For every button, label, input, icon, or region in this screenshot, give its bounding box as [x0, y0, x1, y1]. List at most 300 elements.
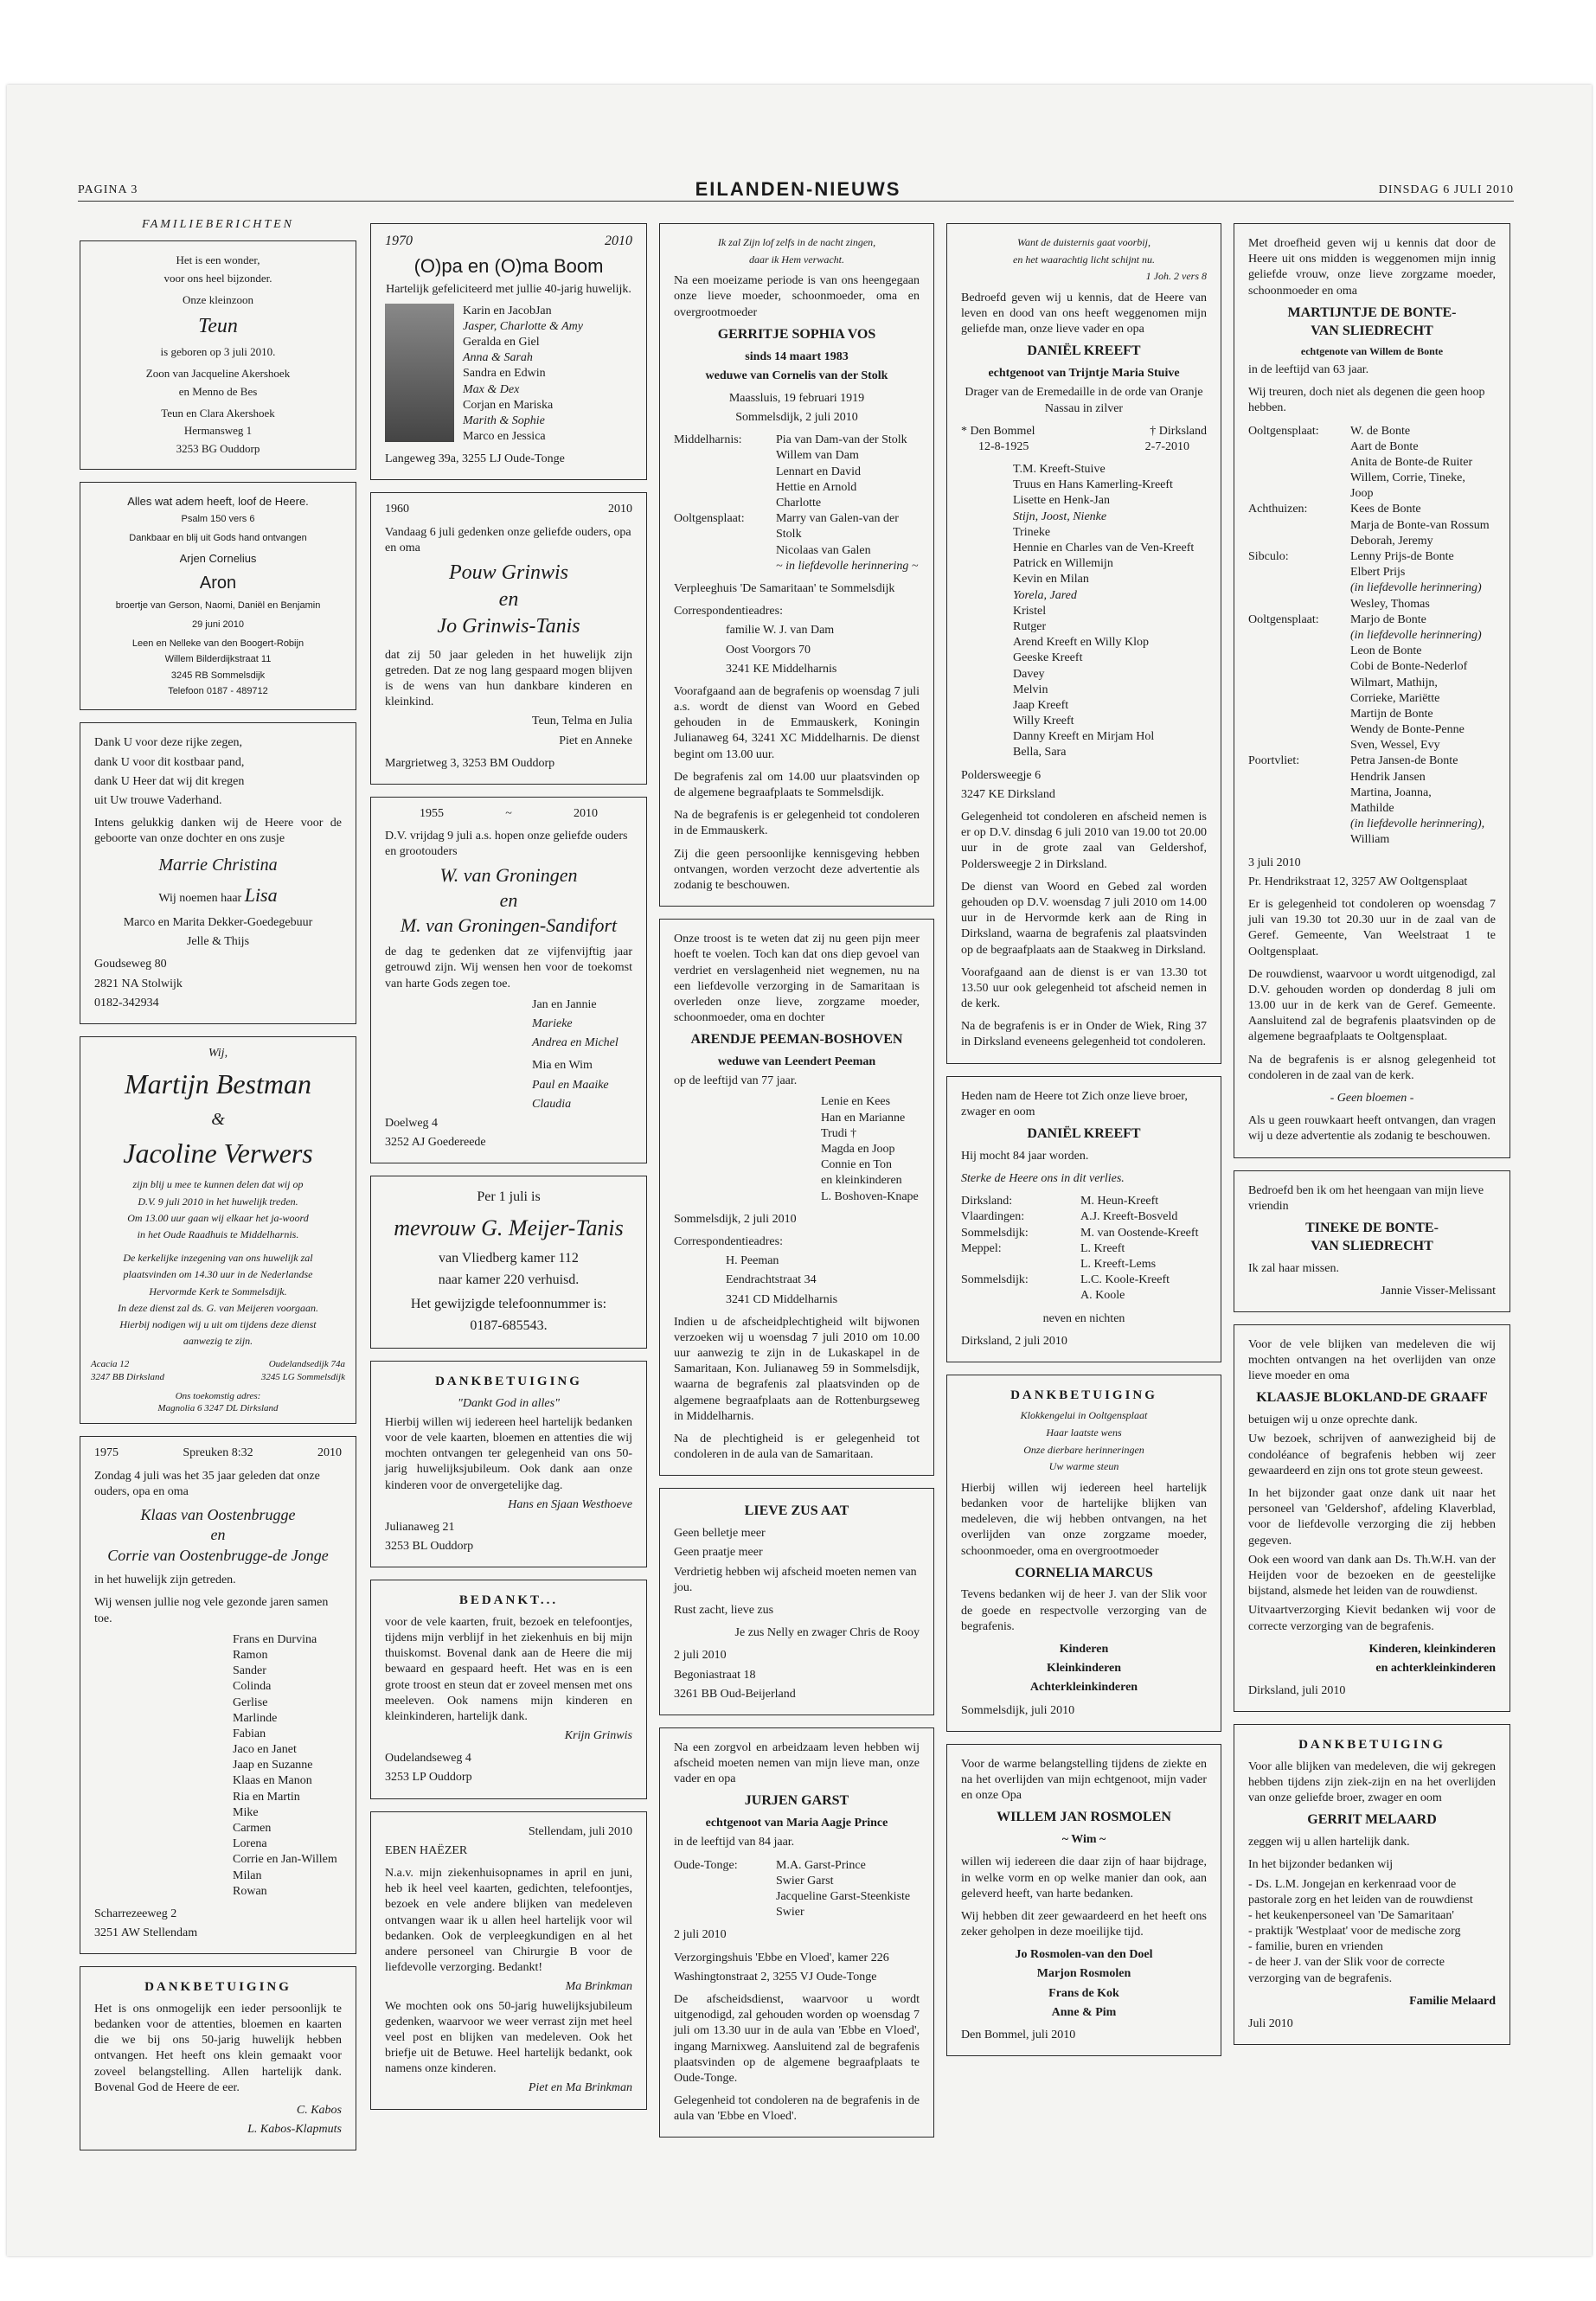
- text: 3253 BG Ouddorp: [176, 442, 260, 456]
- text: voor ons heel bijzonder.: [163, 271, 272, 285]
- text: De afscheidsdienst, waarvoor u wordt uitgenodigd, zal gehouden worden op woensdag 7 juli om 13.30 uur in de aula van 'Ebbe en Vloed', ingang Marnixweg. Aansluitend zal de begrafenis plaatsvinden op de algemene begraafplaats te Oude-Tonge.: [674, 1992, 920, 2085]
- text: Bedroefd ben ik om het heengaan van mijn lieve vriendin: [1248, 1183, 1484, 1213]
- text: is geboren op 3 juli 2010.: [160, 344, 276, 358]
- text: Ons toekomstig adres:: [175, 1390, 261, 1401]
- text: Rust zacht, lieve zus: [674, 1603, 774, 1617]
- place-label: [674, 1874, 769, 1889]
- birth-date: 12-8-1925: [978, 439, 1029, 453]
- text: en Menno de Bes: [178, 384, 258, 398]
- groom-name: Martijn Bestman: [125, 1068, 311, 1100]
- text: Margrietweg 3, 3253 BM Ouddorp: [385, 756, 555, 770]
- place-label: [1248, 738, 1343, 753]
- text: De kerkelijke inzegening van ons huwelijk zal: [123, 1252, 313, 1265]
- signature: Hans en Sjaan Westhoeve: [508, 1497, 632, 1511]
- text: Indien u de afscheidplechtigheid wilt bijwonen verzoeken wij u woensdag 7 juli 2010 om 10.00 uur aanwezig te zijn in de Lukaskapel in de Samaritaan, Kon. Julianaweg 59 in Sommelsdijk, waarna de begrafenis zal plaatsvinden op de algemene begraafplaats aan de Rottenburgseweg in Middelharnis.: [674, 1315, 920, 1423]
- text: Wij treuren, doch niet als degenen die geen hoop hebben.: [1248, 386, 1485, 415]
- text: &: [211, 1109, 225, 1129]
- text: Begoniastraat 18: [674, 1668, 756, 1682]
- issue-date: DINSDAG 6 JULI 2010: [1378, 183, 1514, 196]
- family-member: M.A. Garst-Prince: [776, 1858, 866, 1872]
- ad-boom: [370, 223, 647, 480]
- text: voor de vele kaarten, fruit, bezoek en telefoontjes, tijdens mijn verblijf in het ziekenhuis en bij mijn thuiskomst. Bovenal dank aan de Heere die mij bewaard en gespaard heeft. Het was en is een grote troost en steun dat er zoveel mensen met ons meeleven. Ook namens mijn kinderen en kleinkinderen, hartelijk dank.: [385, 1615, 632, 1723]
- text: Oost Voorgors 70: [726, 643, 811, 657]
- text: Gelegenheid tot condoleren na de begrafenis in de aula van 'Ebbe en Vloed'.: [674, 2094, 920, 2124]
- place-label: [674, 465, 769, 480]
- text: weduwe van Cornelis van der Stolk: [705, 369, 888, 382]
- ad-kreeft: [946, 223, 1221, 1064]
- signature: Achterkleinkinderen: [1029, 1681, 1138, 1695]
- list-item: Jaap en Suzanne: [233, 1759, 313, 1772]
- death: † Dirksland: [1150, 424, 1207, 438]
- text: dank U voor dit kostbaar pand,: [94, 755, 245, 769]
- list-item: Trineke: [1013, 525, 1051, 539]
- family-member: Hettie en Arnold: [776, 480, 857, 494]
- column-5: [1234, 223, 1510, 2057]
- list-item: Patrick en Willemijn: [1013, 557, 1113, 571]
- names-list: [821, 1094, 920, 1204]
- list-item: Jasper, Charlotte & Amy: [463, 319, 583, 333]
- family-member: A. Koole: [1080, 1289, 1125, 1303]
- signature: Anne & Pim: [1051, 2005, 1117, 2019]
- ad-oostenbrugge: [80, 1436, 356, 1954]
- text: Geen belletje meer: [674, 1527, 766, 1541]
- list-item: - praktijk 'Westplaat' voor de medische zorg: [1248, 1925, 1461, 1939]
- family-member: Swier Garst: [776, 1874, 834, 1888]
- deceased-name: ARENDJE PEEMAN-BOSHOVEN: [690, 1032, 903, 1048]
- text: Juli 2010: [1248, 2017, 1293, 2030]
- newspaper-logo: EILANDEN-NIEUWS: [695, 178, 901, 200]
- quote: 1 Joh. 2 vers 8: [1145, 270, 1207, 283]
- place-label: [1248, 770, 1343, 785]
- list-item: Geralda en Giel: [463, 335, 540, 349]
- text: Hierbij willen wij iedereen heel hartelijk bedanken voor de hartelijke blijken van medeleven, die wij hebben ontvangen, na het overlijden van onze zorgzame moeder, schoonmoeder, oma en overgrootmoeder: [961, 1481, 1207, 1558]
- text: 0182-342934: [94, 996, 159, 1009]
- list-item: Anna & Sarah: [463, 351, 533, 365]
- text: Er is gelegenheid tot condoleren op woensdag 7 juli van 19.30 tot 20.30 uur in de zaal van de Geref. Gemeente, Van Weelstraat 1 te Ooltgensplaat.: [1248, 897, 1496, 958]
- text: Doelweg 4: [385, 1116, 439, 1130]
- text: 3253 BL Ouddorp: [385, 1540, 474, 1554]
- quote: Ik zal Zijn lof zelfs in de nacht zingen,: [717, 236, 876, 248]
- list-item: Jaco en Janet: [233, 1743, 297, 1757]
- text: Dirksland, juli 2010: [1248, 1684, 1346, 1698]
- list-item: Davey: [1013, 667, 1045, 681]
- place-label: [1248, 707, 1343, 722]
- place-label: [961, 1288, 1074, 1304]
- list-item: Hennie en Charles van de Ven-Kreeft: [1013, 542, 1195, 555]
- page-number: PAGINA 3: [78, 183, 138, 196]
- text: Wij hebben dit zeer gewaardeerd en het heeft ons zeker geholpen in deze moeilijke tijd.: [961, 1909, 1207, 1939]
- ad-title: LIEVE ZUS AAT: [744, 1503, 849, 1519]
- quote: daar ik Hem verwacht.: [749, 253, 844, 266]
- text: Verdrietig hebben wij afscheid moeten nemen van jou.: [674, 1565, 917, 1594]
- family-member: (in liefdevolle herinnering),: [1350, 817, 1485, 831]
- text: Uw warme steun: [1048, 1460, 1119, 1473]
- deceased-name: GERRIT MELAARD: [1307, 1812, 1437, 1828]
- text: Tevens bedanken wij de heer J. van der Slik voor de goede en respectvolle verzorging van de begrafenis.: [961, 1588, 1207, 1633]
- text: In het bijzonder gaat onze dank uit naar het personeel van 'Geldershof', afdeling Klaverblad, voor de liefdevolle verzorging die zij hebben gegeven.: [1248, 1487, 1496, 1548]
- text: ~: [505, 806, 512, 820]
- column-3: [659, 223, 934, 2150]
- place-label: [961, 1257, 1074, 1272]
- ad-grinwis-thanks: [370, 1580, 647, 1798]
- family-member: Martina, Joanna,: [1350, 785, 1432, 799]
- place-label: [674, 448, 769, 464]
- text: in het huwelijk zijn getreden.: [94, 1574, 236, 1587]
- ad-title: BEDANKT...: [458, 1593, 559, 1608]
- list-item: Ramon: [233, 1648, 268, 1662]
- text: Pr. Hendrikstraat 12, 3257 AW Ooltgensplaat: [1248, 875, 1468, 888]
- ad-bonte: [1234, 223, 1510, 1158]
- place-label: [1248, 518, 1343, 534]
- text: Onze dierbare herinneringen: [1023, 1443, 1144, 1456]
- text: Wij noemen haar: [158, 892, 242, 906]
- family-member: Wendy de Bonte-Penne: [1350, 723, 1465, 737]
- place-label: Poortvliet:: [1248, 754, 1300, 768]
- text: betuigen wij u onze oprechte dank.: [1248, 1413, 1418, 1427]
- names-list: [1013, 462, 1207, 761]
- ad-bonte-friend: [1234, 1170, 1510, 1312]
- text: Marco en Marita Dekker-Goedegebuur: [123, 916, 313, 930]
- family-member: ~ in liefdevolle herinnering ~: [776, 559, 919, 573]
- family-list: [674, 1858, 920, 1921]
- signature: Marjon Rosmolen: [1036, 1967, 1131, 1981]
- signature: Piet en Ma Brinkman: [528, 2081, 632, 2095]
- family-member: Leon de Bonte: [1350, 644, 1422, 658]
- text: 3245 RB Sommelsdijk: [170, 670, 266, 681]
- deceased-name: GERRITJE SOPHIA VOS: [717, 326, 876, 342]
- text: familie W. J. van Dam: [726, 624, 835, 638]
- text: Mia en Wim: [532, 1059, 593, 1073]
- ad-westhoeve: [370, 1361, 647, 1567]
- signature: Je zus Nelly en zwager Chris de Rooy: [734, 1626, 920, 1640]
- text: 3241 KE Middelharnis: [726, 662, 837, 676]
- place-label: [1248, 644, 1343, 659]
- list-item: Bella, Sara: [1013, 746, 1067, 760]
- text: plaatsvinden om 14.30 uur in de Nederlandse: [123, 1268, 313, 1281]
- list-item: Melvin: [1013, 683, 1048, 696]
- text: Acacia 12: [91, 1359, 130, 1370]
- ad-marrie: [80, 722, 356, 1024]
- ad-rosmolen: [946, 1744, 1221, 2056]
- family-member: L.C. Koole-Kreeft: [1080, 1273, 1170, 1287]
- place-label: [674, 1905, 769, 1920]
- text: Paul en Maaike: [532, 1078, 609, 1092]
- deceased-name: CORNELIA MARCUS: [1015, 1565, 1153, 1580]
- family-member: Kees de Bonte: [1350, 503, 1421, 516]
- text: Teun en Clara Akershoek: [161, 406, 275, 420]
- text: Jelle & Thijs: [186, 935, 250, 949]
- family-member: Jacqueline Garst-Steenkiste: [776, 1890, 911, 1903]
- year: 1955: [420, 806, 444, 820]
- text: Klokkengelui in Ooltgensplaat: [1020, 1409, 1148, 1422]
- text: Telefoon 0187 - 489712: [168, 686, 268, 697]
- text: in de leeftijd van 63 jaar.: [1248, 362, 1369, 376]
- text: Correspondentieadres:: [674, 1234, 783, 1248]
- baby-name: Teun: [198, 314, 238, 337]
- list-item: Karin en JacobJan: [463, 304, 552, 317]
- family-member: Marjo de Bonte: [1350, 612, 1426, 626]
- deceased-name: DANIËL KREEFT: [1027, 1126, 1141, 1142]
- text: Wij,: [208, 1047, 228, 1061]
- text: "Dankt God in alles": [458, 1396, 560, 1410]
- text: Uw bezoek, schrijven of aanwezigheid bij de condoléance of begrafenis hebben wij zeer gewaardeerd en zijn ons tot grote steun geweest.: [1248, 1433, 1496, 1477]
- list-item: Stijn, Joost, Nienke: [1013, 510, 1107, 523]
- year: 1960: [385, 503, 409, 516]
- list-item: Lorena: [233, 1837, 267, 1851]
- text: Dank U voor deze rijke zegen,: [94, 736, 243, 750]
- place-label: [1248, 691, 1343, 707]
- text: neven en nichten: [1042, 1311, 1125, 1325]
- deceased-name: DANIËL KREEFT: [1027, 343, 1141, 359]
- text: Hervormde Kerk te Sommelsdijk.: [149, 1285, 287, 1298]
- text: zijn blij u mee te kunnen delen dat wij op: [132, 1178, 304, 1191]
- family-member: (in liefdevolle herinnering): [1350, 628, 1482, 642]
- baby-nickname: Lisa: [244, 884, 278, 907]
- ad-melaard: [1234, 1724, 1510, 2045]
- family-member: Joop: [1350, 487, 1374, 501]
- ad-vos: [659, 223, 934, 907]
- place-label: [1248, 785, 1343, 801]
- family-member: Lenny Prijs-de Bonte: [1350, 550, 1454, 563]
- family-member: (in liefdevolle herinnering): [1350, 581, 1482, 595]
- family-member: Charlotte: [776, 497, 822, 510]
- deceased-name: JURJEN GARST: [744, 1793, 849, 1809]
- list-item: Sandra en Edwin: [463, 367, 546, 381]
- text: Zij die geen persoonlijke kennisgeving hebben ontvangen, worden verzocht deze advertentie als zodanig te beschouwen.: [674, 847, 920, 892]
- list-item: - de heer J. van der Slik voor de correcte verzorging van de begrafenis.: [1248, 1956, 1445, 1985]
- year: 1975: [94, 1446, 119, 1460]
- text: Drager van de Eremedaille in de orde van Oranje Nassau in zilver: [965, 386, 1203, 415]
- signature: C. Kabos: [296, 2103, 342, 2117]
- text: Voorafgaand aan de dienst is er van 13.30 tot 13.50 uur ook gelegenheid tot afscheid nemen in de kerk.: [961, 965, 1207, 1011]
- list-item: - Ds. L.M. Jongejan en kerkenraad voor de pastorale zorg en het leiden van de rouwdienst: [1248, 1877, 1473, 1907]
- text: Sommelsdijk, 2 juli 2010: [735, 411, 858, 425]
- deceased-name: MARTIJNTJE DE BONTE-: [1287, 304, 1457, 320]
- place-label: Vlaardingen:: [961, 1210, 1025, 1224]
- place-label: [674, 559, 769, 574]
- list-item: L. Boshoven-Knape: [821, 1189, 919, 1203]
- list-item: Willy Kreeft: [1013, 715, 1074, 728]
- family-member: Cobi de Bonte-Nederlof: [1350, 660, 1468, 674]
- place-label: [1248, 597, 1343, 612]
- text: Zondag 4 juli was het 35 jaar geleden dat onze ouders, opa en oma: [94, 1469, 320, 1498]
- text: Magnolia 6 3247 DL Dirksland: [157, 1403, 279, 1414]
- text: 3247 BB Dirksland: [91, 1371, 164, 1382]
- family-member: Petra Jansen-de Bonte: [1350, 754, 1458, 768]
- family-member: Nicolaas van Galen: [776, 543, 871, 557]
- text: Ook een woord van dank aan Ds. Th.W.H. van der Heijden voor de bezoeken en de geestelijke bijstand, alsmede het leiden van de rouwdienst.: [1248, 1553, 1496, 1599]
- quote: en het waarachtig licht schijnt nu.: [1013, 253, 1155, 266]
- text: Scharrezeeweg 2: [94, 1907, 177, 1920]
- ad-grinwis: [370, 492, 647, 784]
- place-label: [1248, 676, 1343, 691]
- ad-kreeft-2: [946, 1076, 1221, 1362]
- ad-title: DANKBETUIGING: [144, 1980, 292, 1995]
- names-list: [233, 1632, 342, 1900]
- family-member: Elbert Prijs: [1350, 566, 1406, 580]
- place-label: [1248, 580, 1343, 596]
- ad-blokland: [1234, 1324, 1510, 1712]
- quote: Want de duisternis gaat voorbij,: [1017, 236, 1151, 248]
- text: Vandaag 6 juli gedenken onze geliefde ouders, opa en oma: [385, 525, 631, 554]
- list-item: Carmen: [233, 1822, 272, 1835]
- ad-marcus: [946, 1375, 1221, 1732]
- text: Voor de warme belangstelling tijdens de ziekte en na het overlijden van mijn echtgenoot, mijn vader en onze Opa: [961, 1757, 1207, 1803]
- list-item: Mike: [233, 1805, 259, 1819]
- list-item: Han en Marianne: [821, 1111, 906, 1125]
- signature: en achterkleinkinderen: [1375, 1661, 1496, 1675]
- list-item: Klaas en Manon: [233, 1774, 312, 1788]
- text: Na de begrafenis is er in Onder de Wiek, Ring 37 in Dirksland eveneens gelegenheid tot condoleren.: [961, 1020, 1207, 1049]
- text: en: [499, 889, 518, 912]
- text: willen wij iedereen die daar zijn of haar bijdrage, in welke vorm en op welke manier dan ook, aan geleverd heeft, van harte bedanken.: [961, 1856, 1207, 1900]
- list-item: Corjan en Mariska: [463, 398, 554, 412]
- text: van Vliedberg kamer 112: [439, 1250, 579, 1266]
- text: Onze troost is te weten dat zij nu geen pijn meer hoeft te voelen. Toch kan dat ons diep gevoel van verdriet en verslagenheid niet wegnemen, nu na een liefdevolle verzorging in de Samaritaan is overleden onze lieve, zorgzame moeder, schoonmoeder, oma en dochter: [674, 933, 920, 1025]
- ad-meijer: [370, 1176, 647, 1349]
- text: 3261 BB Oud-Beijerland: [674, 1687, 796, 1701]
- list-item: Truus en Hans Kamerling-Kreeft: [1013, 478, 1173, 492]
- list-item: - familie, buren en vrienden: [1248, 1940, 1383, 1954]
- list-item: Geeske Kreeft: [1013, 651, 1083, 665]
- wife-name: M. van Groningen-Sandifort: [400, 913, 618, 936]
- list-item: Yorela, Jared: [1013, 588, 1077, 602]
- family-member: Marja de Bonte-van Rossum: [1350, 518, 1490, 532]
- list-item: Connie en Ton: [821, 1158, 892, 1172]
- text: Na de begrafenis is er alsnog gelegenheid tot condoleren in de zaal van de kerk.: [1248, 1053, 1496, 1082]
- ad-peeman: [659, 919, 934, 1476]
- text: dat zij 50 jaar geleden in het huwelijk zijn getreden. Dat ze nog lang gespaard mogen blijven is de wens van hun dankbare kinderen en kleinkind.: [385, 648, 632, 709]
- list-item: Lenie en Kees: [821, 1095, 891, 1109]
- list-item: Lisette en Henk-Jan: [1013, 494, 1110, 508]
- family-member: Willem, Corrie, Tineke,: [1350, 471, 1465, 485]
- text: In het bijzonder bedanken wij: [1248, 1858, 1394, 1872]
- list-item: Kevin en Milan: [1013, 573, 1089, 586]
- baby-name: Aron: [199, 573, 237, 593]
- text: 2 juli 2010: [674, 1928, 727, 1942]
- signature: Ma Brinkman: [565, 1980, 632, 1994]
- text: en: [498, 588, 519, 612]
- family-member: Corrieke, Mariëtte: [1350, 691, 1440, 705]
- family-member: Pia van Dam-van der Stolk: [776, 433, 907, 447]
- text: Om 13.00 uur gaan wij elkaar het ja-woord: [127, 1211, 309, 1224]
- signature: Kleinkinderen: [1046, 1662, 1122, 1676]
- text: Den Bommel, juli 2010: [961, 2029, 1076, 2042]
- ad-title: (O)pa en (O)ma Boom: [413, 254, 604, 277]
- ad-bestman: [80, 1036, 356, 1424]
- place-label: [1248, 801, 1343, 817]
- text: Goudseweg 80: [94, 958, 167, 971]
- column-1: [80, 211, 356, 2163]
- text: Washingtonstraat 2, 3255 VJ Oude-Tonge: [674, 1970, 877, 1984]
- text: Na een zorgvol en arbeidzaam leven hebben wij afscheid moeten nemen van mijn lieve man, onze vader en opa: [674, 1740, 920, 1786]
- text: De dienst van Woord en Gebed zal worden gehouden op D.V. woensdag 7 juli 2010 om 14.00 uur in de Hervormde kerk aan de Ring in Dirksland, waarna de begrafenis zal plaatsvinden op de begraafplaats aan de Staakweg in Dirksland.: [961, 880, 1207, 957]
- text: Eendrachtstraat 34: [726, 1273, 817, 1287]
- column-2: [370, 223, 647, 2122]
- list-item: Danny Kreeft en Mirjam Hol: [1013, 730, 1155, 744]
- husband-name: W. van Groningen: [439, 864, 578, 887]
- ad-brinkman: [370, 1811, 647, 2110]
- year: 2010: [608, 503, 632, 516]
- family-member: Aart de Bonte: [1350, 439, 1419, 453]
- text: en: [210, 1526, 226, 1544]
- signature: Jo Rosmolen-van den Doel: [1015, 1948, 1153, 1962]
- deceased-name: WILLEM JAN ROSMOLEN: [997, 1810, 1171, 1825]
- family-member: Sven, Wessel, Evy: [1350, 739, 1440, 753]
- list-item: Gerlise: [233, 1695, 268, 1709]
- place-label: [1248, 628, 1343, 644]
- bride-name: Jacoline Verwers: [123, 1137, 313, 1169]
- text: echtgenoot van Maria Aagje Prince: [705, 1817, 888, 1830]
- text: Sterke de Heere ons in dit verlies.: [961, 1172, 1125, 1185]
- family-list: [961, 1194, 1207, 1304]
- place-label: [1248, 817, 1343, 832]
- text: Voor alle blijken van medeleven, die wij gekregen hebben tijdens zijn ziek-zijn en na het overlijden van onze geliefde broer, zwager en oom: [1248, 1759, 1496, 1805]
- text: Stellendam, juli 2010: [528, 1824, 632, 1838]
- text: Hij mocht 84 jaar worden.: [961, 1149, 1089, 1163]
- year: 1970: [385, 234, 413, 248]
- place-label: Sibculo:: [1248, 550, 1289, 563]
- place-label: Oude-Tonge:: [674, 1858, 738, 1872]
- text: 0187-685543.: [470, 1318, 548, 1334]
- text: Bedroefd geven wij u kennis, dat de Heere van leven en dood van ons heeft weggenomen mijn geliefde man, onze lieve vader en opa: [961, 291, 1207, 336]
- death-date: 2-7-2010: [1144, 439, 1189, 453]
- text: ~ Wim ~: [1061, 1833, 1106, 1847]
- text: dank U Heer dat wij dit kregen: [94, 774, 245, 788]
- text: Sommelsdijk, 2 juli 2010: [674, 1212, 797, 1226]
- couple-photo: [385, 304, 454, 442]
- signature: Teun, Telma en Julia: [532, 715, 632, 728]
- list-item: T.M. Kreeft-Stuive: [1013, 463, 1106, 477]
- place-label: Sommelsdijk:: [961, 1273, 1029, 1287]
- family-list: [1248, 424, 1496, 849]
- text: Claudia: [532, 1097, 572, 1111]
- place-label: [674, 1889, 769, 1905]
- signature: Piet en Anneke: [559, 734, 632, 747]
- year: 2010: [573, 806, 598, 820]
- family-member: Marry van Galen-van der Stolk: [776, 512, 899, 542]
- year: 2010: [317, 1446, 342, 1460]
- text: H. Peeman: [726, 1254, 779, 1268]
- place-label: [674, 480, 769, 496]
- signature: Krijn Grinwis: [564, 1729, 632, 1743]
- family-member: Anita de Bonte-de Ruiter: [1350, 455, 1473, 469]
- text: De begrafenis zal om 14.00 uur plaatsvinden op de algemene begraafplaats te Sommelsdijk.: [674, 770, 920, 800]
- text: Geen praatje meer: [674, 1546, 763, 1560]
- list-item: Marith & Sophie: [463, 413, 545, 427]
- text: 3252 AJ Goedereede: [385, 1136, 486, 1150]
- signature: Frans de Kok: [1048, 1986, 1119, 2000]
- text: Het is ons onmogelijk een ieder persoonlijk te bedanken voor de attenties, bloemen en kaarten die we bij ons 50-jarig huwelijk hebben ontvangen. Het heeft ons klein gemaakt voor zoveel belangstelling. Allen hartelijk dank. Bovenal God de Heere de eer.: [94, 2002, 342, 2094]
- text: Andrea en Michel: [532, 1036, 619, 1050]
- list-item: Marco en Jessica: [463, 430, 546, 444]
- family-member: Wilmart, Mathijn,: [1350, 676, 1438, 689]
- family-member: Willem van Dam: [776, 449, 859, 463]
- list-item: Magda en Joop: [821, 1143, 895, 1157]
- text: In deze dienst zal ds. G. van Meijeren voorgaan.: [117, 1301, 319, 1314]
- ad-title: DANKBETUIGING: [1010, 1388, 1157, 1402]
- family-member: W. de Bonte: [1350, 424, 1411, 438]
- text: Het is een wonder,: [176, 253, 260, 266]
- text: Wij wensen jullie nog vele gezonde jaren samen toe.: [94, 1596, 329, 1625]
- person-name: mevrouw G. Meijer-Tanis: [394, 1215, 624, 1241]
- family-member: M. van Oostende-Kreeft: [1080, 1226, 1199, 1240]
- list-item: Ria en Martin: [233, 1790, 300, 1804]
- text: Arjen Cornelius: [179, 551, 257, 565]
- text: D.V. 9 juli 2010 in het huwelijk treden.: [138, 1195, 298, 1208]
- text: Voorafgaand aan de begrafenis op woensdag 7 juli a.s. wordt de dienst van Woord en Gebed gehouden in de Emmauskerk, Koningin Julianaweg 64, 3241 XC Middelharnis. De dienst begint om 13.00 uur.: [674, 684, 920, 761]
- wife-name: Jo Grinwis-Tanis: [437, 615, 580, 638]
